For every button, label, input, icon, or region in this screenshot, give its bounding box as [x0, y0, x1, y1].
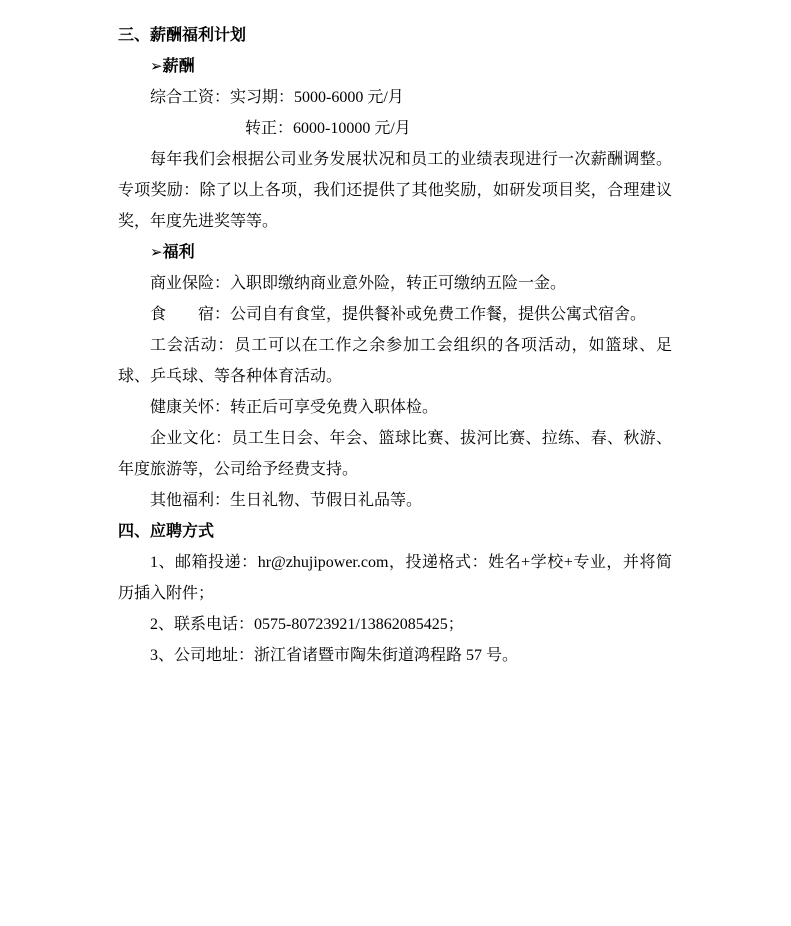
- section-heading-application-method: 四、应聘方式: [118, 523, 215, 540]
- application-item-address: 3、公司地址：浙江省诸暨市陶朱街道鸿程路 57 号。: [150, 647, 519, 664]
- welfare-item-union-activities: 工会活动：员工可以在工作之余参加工会组织的各项活动，如篮球、足球、乒乓球、等各种体育活动。: [118, 337, 672, 385]
- application-item-email: 1、邮箱投递：hr@zhujipower.com，投递格式：姓名+学校+专业，并将简历插入附件；: [118, 554, 672, 602]
- subsection-salary: [118, 51, 672, 82]
- wage-line-intern: 综合工资：实习期：5000-6000 元/月: [150, 89, 404, 106]
- arrow-bullet-icon: ➢: [150, 243, 163, 261]
- application-item-phone: 2、联系电话：0575-80723921/13862085425；: [150, 616, 464, 633]
- welfare-item-health-care: 健康关怀：转正后可享受免费入职体检。: [150, 399, 439, 416]
- salary-adjustment-paragraph: 每年我们会根据公司业务发展状况和员工的业绩表现进行一次薪酬调整。专项奖励：除了以上各项，我们还提供了其他奖励，如研发项目奖，合理建议奖，年度先进奖等等。: [118, 151, 672, 230]
- welfare-item-commercial-insurance: 商业保险：入职即缴纳商业意外险，转正可缴纳五险一金。: [150, 275, 567, 292]
- subsection-welfare: [118, 237, 672, 268]
- subsection-salary-title: 薪酬: [162, 58, 195, 75]
- wage-line-regular: 转正：6000-10000 元/月: [245, 120, 411, 137]
- welfare-item-board-and-lodging: 食 宿：公司自有食堂，提供餐补或免费工作餐，提供公寓式宿舍。: [150, 306, 647, 323]
- welfare-item-corporate-culture: 企业文化：员工生日会、年会、篮球比赛、拔河比赛、拉练、春、秋游、年度旅游等，公司给予经费支持。: [118, 430, 672, 478]
- subsection-welfare-title: 福利: [162, 244, 195, 261]
- welfare-item-other-benefits: 其他福利：生日礼物、节假日礼品等。: [150, 492, 423, 509]
- section-heading-compensation-plan: 三、薪酬福利计划: [118, 27, 247, 44]
- arrow-bullet-icon: ➢: [150, 57, 163, 75]
